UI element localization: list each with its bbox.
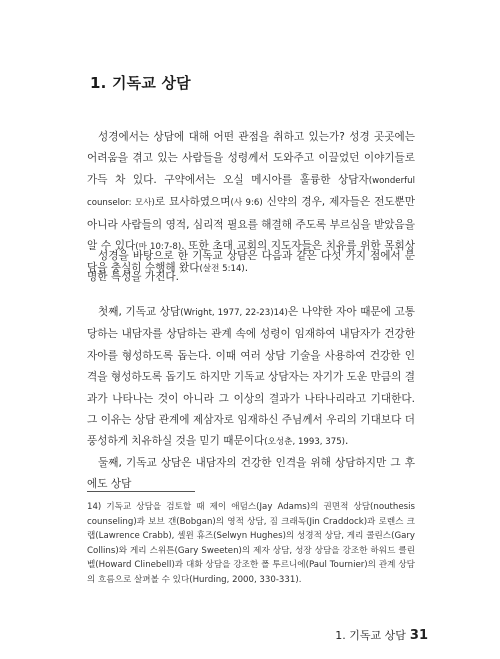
citation-thessalonians: (살전 5:14) <box>199 264 245 275</box>
paragraph-1-text-2: 로 묘사하였으며 <box>154 196 231 209</box>
paragraph-3 <box>87 302 415 454</box>
paragraph-1-text: 성경에서는 상담에 대해 어떤 관점을 취하고 있는가? 성경 곳곳에는 어려움을 겪고 있는 사람들을 성령께서 도와주고 이끌었던 이야기들로 가득 차 있다. 구약에서는 오실 메시아를 훌륭한 상담자 <box>87 131 415 186</box>
section-heading: 1. 기독교 상담 <box>90 74 191 92</box>
paragraph-1-text-3: 신약의 경우, 제자들은 전도뿐만 아니라 사람들의 영적, 심리적 필요를 해결해 주도록 부르심을 받았음을 알 수 있다 <box>87 196 415 253</box>
paragraph-3-text: 첫째, 기독교 상담 <box>98 306 181 318</box>
paragraph-3-text-2: 은 나약한 자아 때문에 고통당하는 내담자를 상담하는 관계 속에 성령이 임재하여 내담자가 건강한 자아를 형성하도록 돕는다. 이때 여러 상담 기술을 사용하여 건강한 인격을 형성하도록 돕기도 하지만 기독교 상담자는 자기가 도운 만큼의 결과가 나타나는 것이 아니라 그 이상의 결과가 나타나리라고 기대한다. 그 이유는 상담 관계에 제삼자로 임재하신 주님께서 우리의 기대보다 더 풍성하게 치유하실 것을 믿기 때문이다 <box>87 306 415 448</box>
paragraph-4: 둘째, 기독교 상담은 내담자의 건강한 인격을 위해 상담하지만 그 후에도 상담 <box>87 457 415 491</box>
running-chapter-title: 1. 기독교 상담 <box>335 629 406 642</box>
footnote-divider <box>87 491 195 492</box>
page-number: 31 <box>409 628 428 643</box>
citation-wonderful-counselor: (wonderful counselor: 모사) <box>87 175 415 209</box>
paragraph-3-period: . <box>345 435 349 448</box>
citation-oh-sungchun: (오성춘, 1993, 375) <box>264 437 346 448</box>
paragraph-1-period: . <box>244 262 249 275</box>
paragraph-2: 성경을 바탕으로 한 기독교 상담은 다음과 같은 다섯 가지 점에서 분명한 특성을 가진다. <box>87 250 415 284</box>
paragraph-1-text-4: . 또한 초대 교회의 지도자들은 치유를 위한 목회상담을 충실히 수행해 왔다 <box>87 240 416 275</box>
citation-wright: (Wright, 1977, 22-23)14) <box>180 308 288 318</box>
citation-matthew: (마 10:7-8) <box>135 242 182 253</box>
citation-isaiah: (사 9:6) <box>230 198 263 209</box>
footnote: 14) 기독교 상담을 검토할 때 제이 애덤스(Jay Adams)의 권면적 상담(nouthesis counseling)과 보브 갠(Bobgan)의 영적 상담, 짐 크래독(Jin Craddock)과 로렌스 크랩(Lawrence Crabb), 셀윈 휴즈(Selwyn Hughes)의 성경적 상담, 게리 콜린스(Gary Collins)와 게리 스위튼(Gary Sweeten)의 제자 상담, 성장 상담을 강조한 하워드 클린벨(Howard Clinebell)과 대화 상담을 강조한 폴 투르니에(Paul Tournier)의 관계 상담의 흐름으로 살펴볼 수 있다(Hurding, 2000, 330-331). <box>87 502 415 585</box>
page-footer <box>335 627 428 643</box>
